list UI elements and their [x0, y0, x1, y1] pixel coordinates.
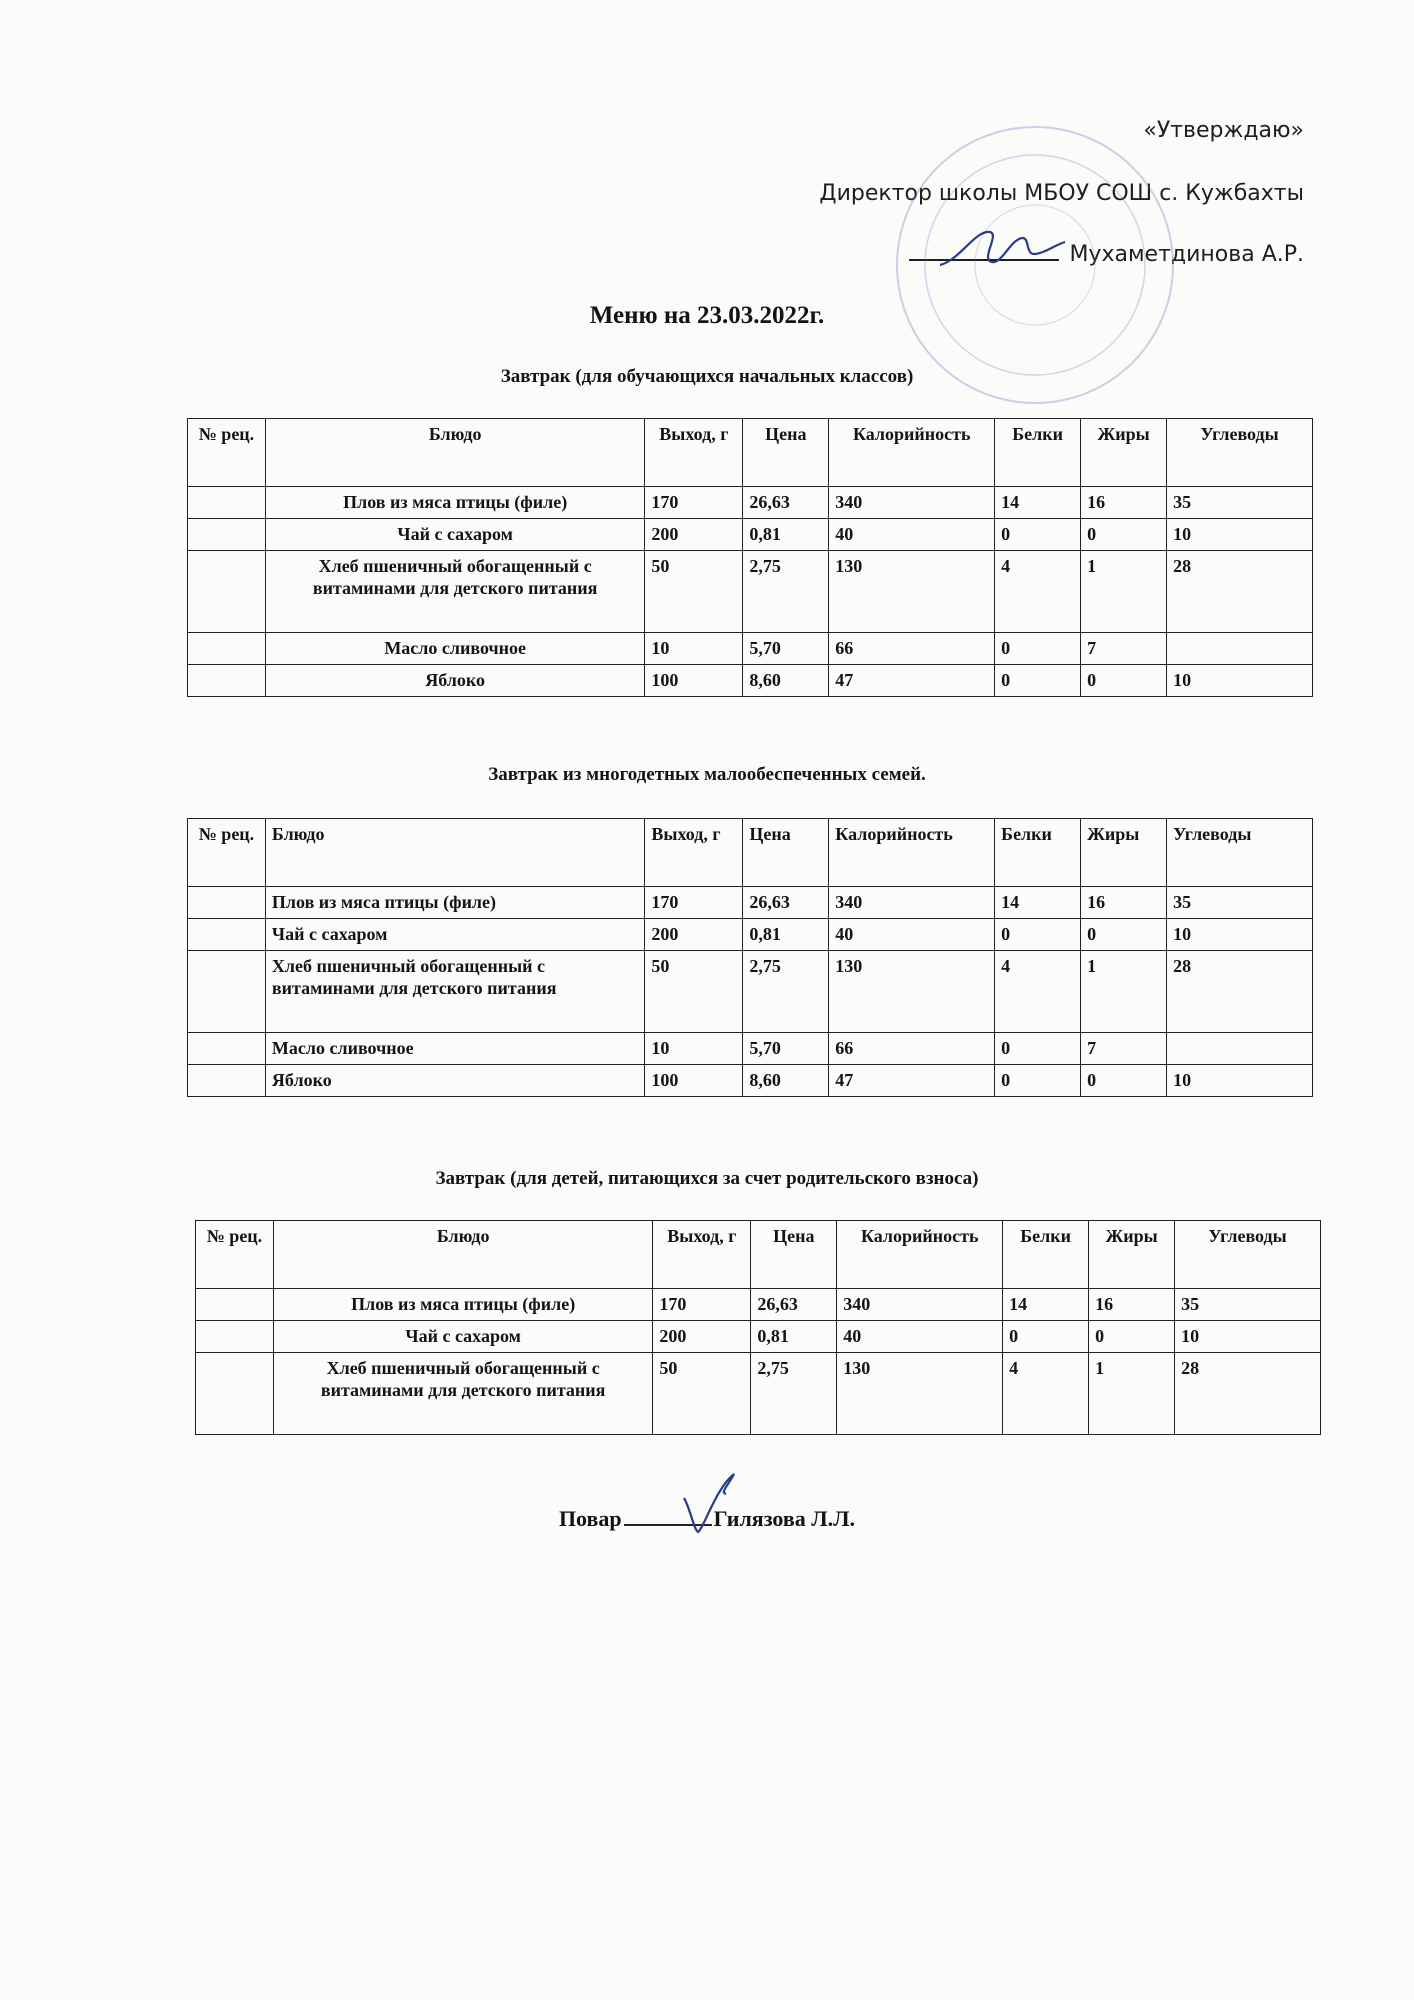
- cell-yield: 50: [645, 951, 743, 1033]
- cell-price: 0,81: [751, 1321, 837, 1353]
- cell-kcal: 340: [829, 887, 995, 919]
- cell-yield: 10: [645, 633, 743, 665]
- cell-price: 26,63: [743, 487, 829, 519]
- cell-yield: 100: [645, 665, 743, 697]
- cell-kcal: 40: [837, 1321, 1003, 1353]
- cell-price: 8,60: [743, 1065, 829, 1097]
- cell-protein: 4: [995, 951, 1081, 1033]
- cell-carbs: 28: [1167, 551, 1313, 633]
- col-header-price: Цена: [743, 819, 829, 887]
- section-title-primary: Завтрак (для обучающихся начальных классов): [500, 366, 914, 387]
- cell-fat: 1: [1089, 1353, 1175, 1435]
- cell-num: [188, 665, 266, 697]
- cell-price: 0,81: [743, 519, 829, 551]
- cell-yield: 200: [645, 519, 743, 551]
- col-header-num: № рец.: [188, 419, 266, 487]
- cell-protein: 0: [995, 1065, 1081, 1097]
- menu-table-primary: [187, 418, 1313, 697]
- cell-num: [188, 487, 266, 519]
- cell-protein: 0: [995, 519, 1081, 551]
- table-row: [196, 1289, 1321, 1321]
- cell-carbs: [1167, 633, 1313, 665]
- cell-num: [188, 887, 266, 919]
- cell-num: [188, 519, 266, 551]
- cell-fat: 7: [1081, 633, 1167, 665]
- cell-kcal: 130: [829, 551, 995, 633]
- cell-price: 2,75: [743, 951, 829, 1033]
- col-header-num: № рец.: [196, 1221, 274, 1289]
- cell-dish: Масло сливочное: [265, 633, 644, 665]
- cell-dish: Чай с сахаром: [273, 1321, 652, 1353]
- cell-carbs: 35: [1175, 1289, 1321, 1321]
- cell-protein: 0: [1003, 1321, 1089, 1353]
- cell-yield: 10: [645, 1033, 743, 1065]
- cell-fat: 7: [1081, 1033, 1167, 1065]
- cell-carbs: 10: [1167, 1065, 1313, 1097]
- cell-protein: 4: [1003, 1353, 1089, 1435]
- cell-carbs: 35: [1167, 487, 1313, 519]
- table-row: [188, 887, 1313, 919]
- col-header-dish: Блюдо: [265, 419, 644, 487]
- table-header-row: [188, 819, 1313, 887]
- cell-fat: 1: [1081, 551, 1167, 633]
- table-header-row: [196, 1221, 1321, 1289]
- cell-carbs: 28: [1167, 951, 1313, 1033]
- cell-yield: 50: [653, 1353, 751, 1435]
- cell-dish: Плов из мяса птицы (филе): [265, 487, 644, 519]
- col-header-fat: Жиры: [1081, 819, 1167, 887]
- col-header-dish: Блюдо: [273, 1221, 652, 1289]
- col-header-price: Цена: [751, 1221, 837, 1289]
- cell-dish: Хлеб пшеничный обогащенный с витаминами для детского питания: [265, 551, 644, 633]
- cell-carbs: 10: [1175, 1321, 1321, 1353]
- col-header-num: № рец.: [188, 819, 266, 887]
- cell-num: [188, 951, 266, 1033]
- cell-kcal: 47: [829, 665, 995, 697]
- cell-dish: Хлеб пшеничный обогащенный с витаминами для детского питания: [265, 951, 644, 1033]
- cell-dish: Плов из мяса птицы (филе): [273, 1289, 652, 1321]
- cell-yield: 200: [653, 1321, 751, 1353]
- cell-dish: Яблоко: [265, 665, 644, 697]
- cell-fat: 1: [1081, 951, 1167, 1033]
- cell-carbs: 10: [1167, 919, 1313, 951]
- cell-yield: 170: [645, 487, 743, 519]
- cell-num: [188, 1033, 266, 1065]
- cell-protein: 14: [1003, 1289, 1089, 1321]
- table-row: [188, 1065, 1313, 1097]
- col-header-carbs: Углеводы: [1167, 419, 1313, 487]
- director-signature-icon: [930, 220, 1070, 280]
- cell-price: 2,75: [743, 551, 829, 633]
- cell-yield: 200: [645, 919, 743, 951]
- cell-carbs: 10: [1167, 665, 1313, 697]
- cell-price: 0,81: [743, 919, 829, 951]
- cell-price: 26,63: [751, 1289, 837, 1321]
- cell-dish: Яблоко: [265, 1065, 644, 1097]
- menu-table-large-families: [187, 818, 1313, 1097]
- cell-kcal: 340: [837, 1289, 1003, 1321]
- col-header-yield: Выход, г: [645, 419, 743, 487]
- cell-kcal: 130: [837, 1353, 1003, 1435]
- menu-table-parental-fee: [195, 1220, 1321, 1435]
- cook-signature-icon: [676, 1468, 756, 1538]
- cell-fat: 16: [1089, 1289, 1175, 1321]
- cell-protein: 14: [995, 487, 1081, 519]
- cell-num: [188, 551, 266, 633]
- cell-num: [188, 919, 266, 951]
- cell-kcal: 40: [829, 519, 995, 551]
- cell-kcal: 40: [829, 919, 995, 951]
- cell-num: [196, 1321, 274, 1353]
- cell-kcal: 130: [829, 951, 995, 1033]
- table-row: [196, 1321, 1321, 1353]
- col-header-yield: Выход, г: [645, 819, 743, 887]
- cell-carbs: 35: [1167, 887, 1313, 919]
- cell-num: [188, 1065, 266, 1097]
- col-header-price: Цена: [743, 419, 829, 487]
- table-row: [188, 487, 1313, 519]
- cell-yield: 100: [645, 1065, 743, 1097]
- cell-kcal: 66: [829, 1033, 995, 1065]
- cell-protein: 0: [995, 919, 1081, 951]
- section-title-large-families: Завтрак из многодетных малообеспеченных семей.: [488, 764, 926, 785]
- cell-carbs: [1167, 1033, 1313, 1065]
- col-header-protein: Белки: [995, 419, 1081, 487]
- table-row: [188, 551, 1313, 633]
- cook-label: Повар: [558, 1506, 622, 1531]
- cell-dish: Масло сливочное: [265, 1033, 644, 1065]
- cell-fat: 0: [1081, 919, 1167, 951]
- table-header-row: [188, 419, 1313, 487]
- cell-fat: 16: [1081, 487, 1167, 519]
- approval-position: Директор школы МБОУ СОШ с. Кужбахты: [819, 181, 1304, 206]
- cell-carbs: 28: [1175, 1353, 1321, 1435]
- cell-kcal: 66: [829, 633, 995, 665]
- cell-dish: Хлеб пшеничный обогащенный с витаминами для детского питания: [273, 1353, 652, 1435]
- table-row: [188, 1033, 1313, 1065]
- cell-protein: 0: [995, 633, 1081, 665]
- cell-num: [196, 1353, 274, 1435]
- col-header-fat: Жиры: [1089, 1221, 1175, 1289]
- cell-carbs: 10: [1167, 519, 1313, 551]
- cell-fat: 16: [1081, 887, 1167, 919]
- table-row: [188, 919, 1313, 951]
- cell-protein: 0: [995, 1033, 1081, 1065]
- cell-fat: 0: [1081, 665, 1167, 697]
- cell-kcal: 340: [829, 487, 995, 519]
- cell-yield: 50: [645, 551, 743, 633]
- director-name: Мухаметдинова А.Р.: [1069, 242, 1304, 267]
- cell-num: [196, 1289, 274, 1321]
- cell-yield: 170: [645, 887, 743, 919]
- cell-dish: Чай с сахаром: [265, 519, 644, 551]
- col-header-kcal: Калорийность: [837, 1221, 1003, 1289]
- cell-protein: 4: [995, 551, 1081, 633]
- cell-price: 2,75: [751, 1353, 837, 1435]
- cell-fat: 0: [1081, 519, 1167, 551]
- page-title: Меню на 23.03.2022г.: [589, 302, 825, 329]
- cell-yield: 170: [653, 1289, 751, 1321]
- col-header-protein: Белки: [1003, 1221, 1089, 1289]
- col-header-kcal: Калорийность: [829, 819, 995, 887]
- approval-label: «Утверждаю»: [1143, 118, 1304, 143]
- cell-num: [188, 633, 266, 665]
- col-header-yield: Выход, г: [653, 1221, 751, 1289]
- cell-price: 8,60: [743, 665, 829, 697]
- cell-protein: 0: [995, 665, 1081, 697]
- cook-name: Гилязова Л.Л.: [713, 1506, 856, 1531]
- section-title-parental-fee: Завтрак (для детей, питающихся за счет родительского взноса): [435, 1168, 979, 1189]
- cell-price: 26,63: [743, 887, 829, 919]
- col-header-kcal: Калорийность: [829, 419, 995, 487]
- cell-kcal: 47: [829, 1065, 995, 1097]
- table-row: [188, 665, 1313, 697]
- cell-protein: 14: [995, 887, 1081, 919]
- table-row: [188, 951, 1313, 1033]
- table-row: [188, 633, 1313, 665]
- table-row: [188, 519, 1313, 551]
- col-header-carbs: Углеводы: [1175, 1221, 1321, 1289]
- col-header-dish: Блюдо: [265, 819, 644, 887]
- cell-price: 5,70: [743, 633, 829, 665]
- cell-dish: Чай с сахаром: [265, 919, 644, 951]
- cell-fat: 0: [1089, 1321, 1175, 1353]
- table-row: [196, 1353, 1321, 1435]
- cell-price: 5,70: [743, 1033, 829, 1065]
- cell-fat: 0: [1081, 1065, 1167, 1097]
- col-header-carbs: Углеводы: [1167, 819, 1313, 887]
- cell-dish: Плов из мяса птицы (филе): [265, 887, 644, 919]
- col-header-protein: Белки: [995, 819, 1081, 887]
- col-header-fat: Жиры: [1081, 419, 1167, 487]
